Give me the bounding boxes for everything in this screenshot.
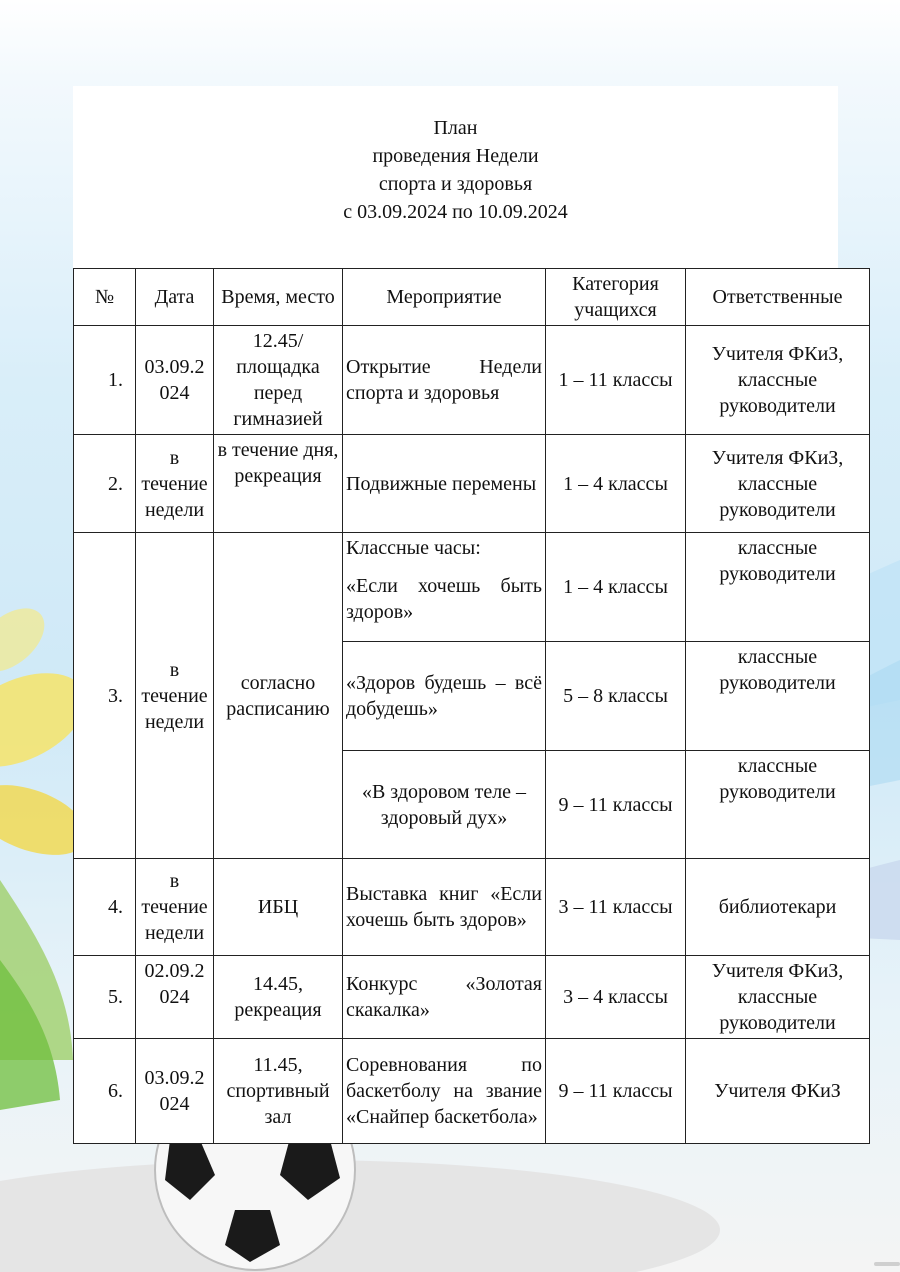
title-line: План <box>433 117 478 139</box>
title-date-range: с 03.09.2024 по 10.09.2024 <box>343 201 568 223</box>
column-header-time-place: Время, место <box>214 269 343 326</box>
row-time-place: 14.45, рекреация <box>214 956 343 1039</box>
flower-petal <box>0 596 56 684</box>
column-header-responsible: Ответственные <box>686 269 870 326</box>
row-number: 6. <box>74 1039 136 1144</box>
row-responsible: классные руководители <box>686 533 870 642</box>
title-line: спорта и здоровья <box>378 173 533 195</box>
table-row <box>74 533 870 642</box>
table-row <box>74 435 870 533</box>
spacer <box>346 561 542 573</box>
row-event: «Здоров будешь – всё добудешь» <box>343 642 546 751</box>
table-row <box>74 859 870 956</box>
row-date: в течение недели <box>136 435 214 533</box>
row-event: Подвижные перемены <box>343 435 546 533</box>
row-responsible: Учителя ФКиЗ, классные руководители <box>686 956 870 1039</box>
row-date: в течение недели <box>136 859 214 956</box>
row-event: Выставка книг «Если хочешь быть здоров» <box>343 859 546 956</box>
row-category: 1 – 4 классы <box>546 533 686 642</box>
row-event: Соревнования по баскетболу на звание «Снайпер баскетбола» <box>343 1039 546 1144</box>
column-header-date: Дата <box>136 269 214 326</box>
row-date: в течение недели <box>136 533 214 859</box>
row-time-place: в течение дня, рекреация <box>214 435 343 533</box>
table-header-row <box>74 269 870 326</box>
row-responsible: библиотекари <box>686 859 870 956</box>
scroll-mark <box>874 1262 900 1266</box>
row-category: 9 – 11 классы <box>546 751 686 859</box>
column-header-category: Категория учащихся <box>546 269 686 326</box>
row-date: 03.09.2 024 <box>136 1039 214 1144</box>
row-category: 9 – 11 классы <box>546 1039 686 1144</box>
row-number: 3. <box>74 533 136 859</box>
row-date: 02.09.2 024 <box>136 956 214 1039</box>
table-row <box>74 326 870 435</box>
row-responsible: Учителя ФКиЗ <box>686 1039 870 1144</box>
row-number: 5. <box>74 956 136 1039</box>
row-event <box>343 533 546 642</box>
row-time-place: 12.45/ площадка перед гимназией <box>214 326 343 435</box>
row-responsible: Учителя ФКиЗ, классные руководители <box>686 326 870 435</box>
row-category: 1 – 11 классы <box>546 326 686 435</box>
row-category: 3 – 11 классы <box>546 859 686 956</box>
row-number: 4. <box>74 859 136 956</box>
row-time-place: согласно расписанию <box>214 533 343 859</box>
ground-shadow <box>0 1160 720 1272</box>
row-event: Открытие Недели спорта и здоровья <box>343 326 546 435</box>
document-title <box>73 114 838 226</box>
column-header-num: № <box>74 269 136 326</box>
row-time-place: ИБЦ <box>214 859 343 956</box>
row-date: 03.09.2 024 <box>136 326 214 435</box>
table-row <box>74 956 870 1039</box>
table-row <box>74 1039 870 1144</box>
plan-table <box>73 268 870 1144</box>
row-category: 3 – 4 классы <box>546 956 686 1039</box>
class-hours-intro: Классные часы: <box>346 537 481 559</box>
row-category: 5 – 8 классы <box>546 642 686 751</box>
row-event: «В здоровом теле – здоровый дух» <box>343 751 546 859</box>
column-header-event: Мероприятие <box>343 269 546 326</box>
row-responsible: классные руководители <box>686 642 870 751</box>
row-responsible: классные руководители <box>686 751 870 859</box>
row-responsible: Учителя ФКиЗ, классные руководители <box>686 435 870 533</box>
row-number: 2. <box>74 435 136 533</box>
row-time-place: 11.45, спортивный зал <box>214 1039 343 1144</box>
row-category: 1 – 4 классы <box>546 435 686 533</box>
row-event: Конкурс «Золотая скакалка» <box>343 956 546 1039</box>
title-line: проведения Недели <box>372 145 539 167</box>
row-number: 1. <box>74 326 136 435</box>
sub-event-text: «Если хочешь быть здоров» <box>346 575 542 623</box>
